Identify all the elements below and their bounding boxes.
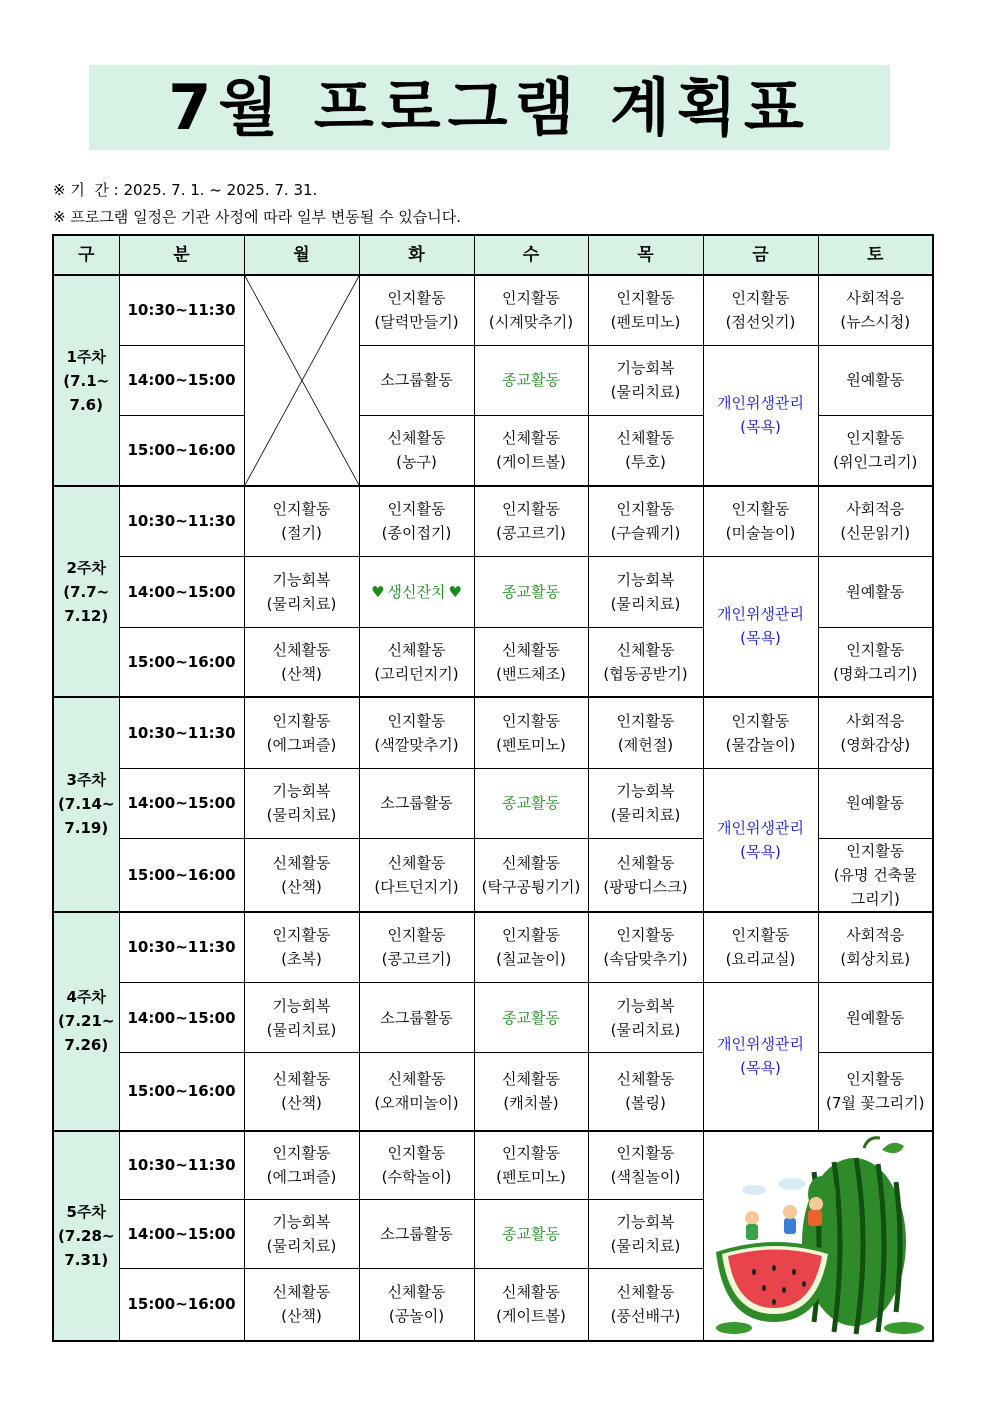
cell-line: 인지활동 (502, 711, 560, 730)
cell-line: 소그룹활동 (380, 794, 453, 812)
schedule-cell (818, 275, 933, 345)
heart-icon: ♥ (448, 582, 462, 601)
time-slot: 15:00~16:00 (119, 1269, 244, 1341)
religion-cell (474, 556, 588, 627)
schedule-cell (818, 556, 933, 627)
schedule-cell (588, 345, 703, 415)
time-slot: 10:30~11:30 (119, 486, 244, 556)
empty-cell (244, 275, 359, 486)
week-label-line: 5주차 (66, 1202, 106, 1221)
cell-line: (밴드체조) (496, 664, 566, 683)
period-note: ※ 기 간 : 2025. 7. 1. ~ 2025. 7. 31. (53, 181, 318, 199)
schedule-cell (244, 1053, 359, 1131)
cell-line: (제헌절) (617, 735, 674, 754)
cell-line: (목욕) (740, 418, 781, 437)
schedule-cell (474, 1053, 588, 1131)
week-group (53, 1131, 933, 1341)
schedule-cell (474, 486, 588, 556)
table-row (53, 275, 933, 345)
header-sat: 토 (818, 235, 933, 275)
schedule-cell (588, 983, 703, 1053)
cell-line: (미술놀이) (725, 524, 796, 543)
week-label-line: (7.14~ (58, 795, 115, 814)
cell-line: 사회적응 (846, 711, 905, 730)
cell-line: (색칠놀이) (610, 1168, 681, 1187)
cell-line: (시계맞추기) (488, 313, 574, 332)
cell-line: 기능회복 (616, 782, 675, 800)
hygiene-cell (703, 768, 818, 912)
schedule-cell (359, 1131, 474, 1200)
cell-line: (구슬꿰기) (610, 524, 681, 543)
cross-out-mark (245, 276, 359, 485)
cell-line: 인지활동 (846, 1070, 905, 1089)
schedule-cell (703, 275, 818, 345)
cell-line: (투호) (625, 453, 666, 472)
hygiene-cell (703, 345, 818, 486)
cell-line: (탁구공튕기기) (481, 877, 581, 896)
cell-line: 신체활동 (272, 640, 331, 659)
cell-line: 사회적응 (846, 289, 905, 308)
schedule-cell (359, 1053, 474, 1131)
cell-line: (7월 꽃그리기) (826, 1094, 925, 1113)
schedule-cell (588, 912, 703, 983)
cell-line: (볼링) (625, 1094, 666, 1113)
cell-line: 소그룹활동 (380, 1008, 453, 1027)
cell-line: (물리치료) (266, 806, 337, 824)
cell-line: 인지활동 (272, 1144, 331, 1163)
cell-line: (수학놀이) (381, 1168, 452, 1187)
schedule-cell (244, 768, 359, 838)
cell-line: 신체활동 (387, 1283, 446, 1302)
schedule-cell (588, 556, 703, 627)
cell-line: (오재미놀이) (374, 1094, 459, 1113)
cell-line: 기능회복 (272, 1213, 331, 1231)
schedule-cell (474, 627, 588, 697)
cell-line: 신체활동 (502, 429, 560, 448)
schedule-cell (359, 983, 474, 1053)
week-label (53, 486, 119, 697)
heart-icon: ♥ (371, 582, 385, 601)
header-gu: 구 (53, 235, 119, 275)
schedule-cell (818, 415, 933, 486)
cell-line: 인지활동 (272, 500, 331, 519)
cell-line: (위인그리기) (833, 453, 918, 472)
cell-line: (절기) (281, 524, 322, 543)
week-label-line: 2주차 (66, 558, 106, 577)
time-slot: 10:30~11:30 (119, 697, 244, 768)
cell-line: 원예활동 (846, 1008, 905, 1027)
cell-line: 신체활동 (616, 853, 675, 872)
schedule-cell (588, 486, 703, 556)
time-slot: 10:30~11:30 (119, 275, 244, 345)
table-row (53, 912, 933, 983)
cell-line: 그리기) (850, 889, 900, 908)
cell-line: (뉴스시청) (840, 313, 911, 332)
schedule-cell (588, 415, 703, 486)
cell-line: (산책) (281, 1307, 322, 1326)
cell-line: (점선잇기) (725, 313, 796, 332)
header-row (53, 235, 933, 275)
cell-line: (명화그리기) (833, 664, 918, 683)
cell-line: 인지활동 (616, 500, 675, 519)
cell-line: 원예활동 (846, 582, 905, 601)
cell-line: (물리치료) (266, 594, 337, 613)
cell-line: (게이트볼) (496, 453, 566, 472)
cell-line: 신체활동 (272, 1070, 331, 1089)
table-row (53, 556, 933, 627)
schedule-cell (359, 345, 474, 415)
schedule-cell (588, 1200, 703, 1269)
schedule-cell (359, 1269, 474, 1341)
cell-line: 신체활동 (616, 1070, 675, 1089)
cell-line: (영화감상) (840, 735, 911, 754)
cell-line: 신체활동 (502, 640, 560, 659)
schedule-cell (588, 627, 703, 697)
time-slot: 15:00~16:00 (119, 1053, 244, 1131)
schedule-cell (588, 275, 703, 345)
cell-line: 인지활동 (387, 926, 446, 945)
schedule-cell (703, 912, 818, 983)
cell-line: 기능회복 (616, 359, 675, 377)
schedule-cell (359, 768, 474, 838)
cell-line: 종교활동 (502, 582, 560, 601)
cell-line: 소그룹활동 (380, 1225, 453, 1243)
schedule-cell (474, 912, 588, 983)
cell-line: (다트던지기) (374, 877, 459, 896)
cell-line: (속담맞추기) (603, 950, 688, 969)
cell-line: (목욕) (740, 629, 781, 648)
birthday-label: 생신잔치 (387, 582, 446, 601)
schedule-cell (588, 1269, 703, 1341)
week-label-line: 7.12) (64, 606, 109, 625)
cell-line: 신체활동 (272, 1283, 331, 1302)
schedule-cell (818, 486, 933, 556)
week-label-line: 4주차 (66, 988, 106, 1006)
cell-line: (팡팡디스크) (603, 877, 688, 896)
week-label-line: (7.7~ (63, 582, 110, 601)
cell-line: 원예활동 (846, 794, 905, 812)
schedule-cell (588, 697, 703, 768)
week-label (53, 697, 119, 912)
table-row (53, 486, 933, 556)
cell-line: 신체활동 (272, 853, 331, 872)
schedule-cell (818, 838, 933, 912)
week-label-line: 7.19) (64, 819, 109, 838)
week-group (53, 912, 933, 1131)
cell-line: 소그룹활동 (380, 371, 453, 389)
cell-line: 인지활동 (502, 1144, 560, 1163)
schedule-table (52, 234, 934, 1342)
cell-line: (에그퍼즐) (266, 1168, 337, 1187)
table-row (53, 983, 933, 1053)
cell-line: (물리치료) (610, 383, 681, 401)
cell-line: 인지활동 (387, 500, 446, 519)
schedule-cell (818, 345, 933, 415)
week-label-line: 1주차 (66, 347, 106, 366)
schedule-cell (244, 983, 359, 1053)
cell-line: (펜토미노) (496, 1168, 566, 1187)
cell-line: 인지활동 (387, 289, 446, 308)
cell-line: (달력만들기) (374, 313, 459, 332)
cell-line: 인지활동 (731, 289, 790, 308)
cell-line: 기능회복 (616, 996, 675, 1015)
cell-line: (풍선배구) (610, 1307, 681, 1326)
week-group (53, 697, 933, 912)
header-wed: 수 (474, 235, 588, 275)
time-slot: 14:00~15:00 (119, 1200, 244, 1269)
table-row (53, 1131, 933, 1200)
week-label-line: 7.26) (64, 1036, 109, 1054)
schedule-cell (474, 1269, 588, 1341)
schedule-cell (588, 1131, 703, 1200)
cell-line: 개인위생관리 (717, 1035, 804, 1054)
cell-line: (농구) (396, 453, 437, 472)
cell-line: (물리치료) (610, 1020, 681, 1039)
cell-line: 인지활동 (731, 500, 790, 519)
cell-line: (신문읽기) (840, 524, 911, 543)
cell-line: 종교활동 (502, 1008, 560, 1027)
cell-line: (목욕) (740, 842, 781, 861)
cell-line: (물리치료) (266, 1237, 337, 1255)
hygiene-cell (703, 983, 818, 1131)
schedule-cell (359, 627, 474, 697)
cell-line: 인지활동 (616, 1144, 675, 1163)
schedule-cell (244, 912, 359, 983)
schedule-cell (244, 1269, 359, 1341)
cell-line: 인지활동 (502, 289, 560, 308)
cell-line: 개인위생관리 (717, 394, 804, 413)
week-label-line: (7.21~ (58, 1012, 115, 1030)
time-slot: 14:00~15:00 (119, 983, 244, 1053)
schedule-cell (474, 415, 588, 486)
cell-line: 기능회복 (272, 996, 331, 1015)
time-slot: 10:30~11:30 (119, 1131, 244, 1200)
cell-line: 인지활동 (731, 926, 790, 945)
watermelon-icon (704, 1132, 932, 1340)
schedule-cell (244, 486, 359, 556)
cell-line: 신체활동 (387, 1070, 446, 1089)
cell-line: (물리치료) (610, 806, 681, 824)
cell-line: (유명 건축물 (833, 865, 917, 884)
cell-line: (물리치료) (266, 1020, 337, 1039)
schedule-cell (359, 838, 474, 912)
cell-line: (에그퍼즐) (266, 735, 337, 754)
header-thu: 목 (588, 235, 703, 275)
cell-line: 기능회복 (272, 782, 331, 800)
schedule-cell (359, 486, 474, 556)
week-label (53, 275, 119, 486)
schedule-cell (474, 275, 588, 345)
cell-line: (고리던지기) (374, 664, 459, 683)
cell-line: 인지활동 (502, 926, 560, 945)
cell-line: 기능회복 (272, 570, 331, 589)
cell-line: 원예활동 (846, 371, 905, 389)
cell-line: 인지활동 (616, 711, 675, 730)
cell-line: 사회적응 (846, 926, 905, 945)
cell-line: 인지활동 (502, 500, 560, 519)
cell-line: 인지활동 (846, 429, 905, 448)
schedule-cell (474, 697, 588, 768)
schedule-cell (818, 983, 933, 1053)
birthday-cell (359, 556, 474, 627)
cell-line: 인지활동 (731, 711, 790, 730)
schedule-cell (703, 486, 818, 556)
schedule-cell (588, 768, 703, 838)
cell-line: (종이접기) (381, 524, 452, 543)
cell-line: (회상치료) (840, 950, 911, 969)
header-bun: 분 (119, 235, 244, 275)
cell-line: (펜토미노) (496, 735, 566, 754)
time-slot: 14:00~15:00 (119, 768, 244, 838)
cell-line: 인지활동 (272, 711, 331, 730)
header-fri: 금 (703, 235, 818, 275)
cell-line: 인지활동 (846, 640, 905, 659)
schedule-cell (244, 1200, 359, 1269)
schedule-cell (359, 912, 474, 983)
cell-line: 신체활동 (502, 853, 560, 872)
schedule-cell (359, 697, 474, 768)
cell-line: (물리치료) (610, 594, 681, 613)
cell-line: 신체활동 (387, 640, 446, 659)
cell-line: 개인위생관리 (717, 605, 804, 624)
cell-line: 인지활동 (616, 926, 675, 945)
cell-line: 종교활동 (502, 371, 560, 389)
cell-line: (산책) (281, 1094, 322, 1113)
schedule-cell (818, 697, 933, 768)
week-label (53, 1131, 119, 1341)
schedule-cell (818, 768, 933, 838)
cell-line: (색깔맞추기) (374, 735, 459, 754)
religion-cell (474, 768, 588, 838)
time-slot: 15:00~16:00 (119, 627, 244, 697)
hygiene-cell (703, 556, 818, 697)
cell-line: 사회적응 (846, 500, 905, 519)
religion-cell (474, 1200, 588, 1269)
cell-line: 신체활동 (387, 429, 446, 448)
time-slot: 14:00~15:00 (119, 345, 244, 415)
cell-line: 신체활동 (502, 1070, 560, 1089)
table-row (53, 345, 933, 415)
cell-line: 인지활동 (387, 711, 446, 730)
time-slot: 14:00~15:00 (119, 556, 244, 627)
week-label-line: (7.28~ (58, 1226, 115, 1245)
schedule-cell (244, 838, 359, 912)
week-label-line: (7.1~ (63, 371, 110, 390)
header-tue: 화 (359, 235, 474, 275)
schedule-cell (244, 1131, 359, 1200)
time-slot: 10:30~11:30 (119, 912, 244, 983)
cell-line: (펜토미노) (610, 313, 681, 332)
week-label-line: 7.31) (64, 1250, 109, 1269)
cell-line: (초복) (281, 950, 322, 969)
schedule-cell (359, 1200, 474, 1269)
notice-note: ※ 프로그램 일정은 기관 사정에 따라 일부 변동될 수 있습니다. (53, 208, 462, 226)
cell-line: (칠교놀이) (496, 950, 566, 969)
cell-line: 기능회복 (616, 570, 675, 589)
cell-line: 종교활동 (502, 1225, 560, 1243)
cell-line: (물리치료) (610, 1237, 681, 1255)
schedule-cell (474, 1131, 588, 1200)
schedule-cell (588, 838, 703, 912)
notes (53, 177, 461, 231)
week-label-line: 7.6) (69, 395, 103, 414)
week-label (53, 912, 119, 1131)
week-label-line: 3주차 (66, 771, 106, 790)
watermelon-illustration (703, 1131, 933, 1341)
cell-line: (협동공받기) (603, 664, 688, 683)
cell-line: (게이트볼) (496, 1307, 566, 1326)
schedule-cell (244, 627, 359, 697)
schedule-cell (244, 697, 359, 768)
cell-line: 인지활동 (846, 841, 905, 860)
cell-line: 인지활동 (387, 1144, 446, 1163)
table-row (53, 768, 933, 838)
schedule-cell (818, 1053, 933, 1131)
religion-cell (474, 983, 588, 1053)
schedule-cell (359, 275, 474, 345)
schedule-cell (818, 912, 933, 983)
cell-line: (콩고르기) (496, 524, 566, 543)
time-slot: 15:00~16:00 (119, 838, 244, 912)
cell-line: (목욕) (740, 1059, 781, 1078)
cell-line: (공놀이) (388, 1307, 445, 1326)
schedule-cell (244, 556, 359, 627)
title-banner (89, 65, 890, 150)
cell-line: 신체활동 (387, 853, 446, 872)
religion-cell (474, 345, 588, 415)
schedule-cell (474, 838, 588, 912)
cell-line: (산책) (281, 664, 322, 683)
cell-line: 신체활동 (616, 640, 675, 659)
cell-line: 인지활동 (272, 926, 331, 945)
cell-line: 신체활동 (502, 1283, 560, 1302)
schedule-cell (703, 697, 818, 768)
cell-line: (요리교실) (725, 950, 796, 969)
header-mon: 월 (244, 235, 359, 275)
cell-line: (산책) (281, 877, 322, 896)
cell-line: 신체활동 (616, 1283, 675, 1302)
cell-line: (캐치볼) (503, 1094, 559, 1113)
cell-line: 종교활동 (502, 794, 560, 812)
cell-line: 기능회복 (616, 1213, 675, 1231)
cell-line: 인지활동 (616, 289, 675, 308)
week-group (53, 486, 933, 697)
schedule-cell (818, 627, 933, 697)
schedule-cell (588, 1053, 703, 1131)
schedule-body (53, 275, 933, 486)
cell-line: 신체활동 (616, 429, 675, 448)
table-row (53, 697, 933, 768)
cell-line: (콩고르기) (381, 950, 452, 969)
time-slot: 15:00~16:00 (119, 415, 244, 486)
schedule-cell (359, 415, 474, 486)
page-title: 7월 프로그램 계획표 (168, 70, 811, 144)
cell-line: 개인위생관리 (717, 818, 804, 837)
cell-line: (물감놀이) (725, 735, 796, 754)
